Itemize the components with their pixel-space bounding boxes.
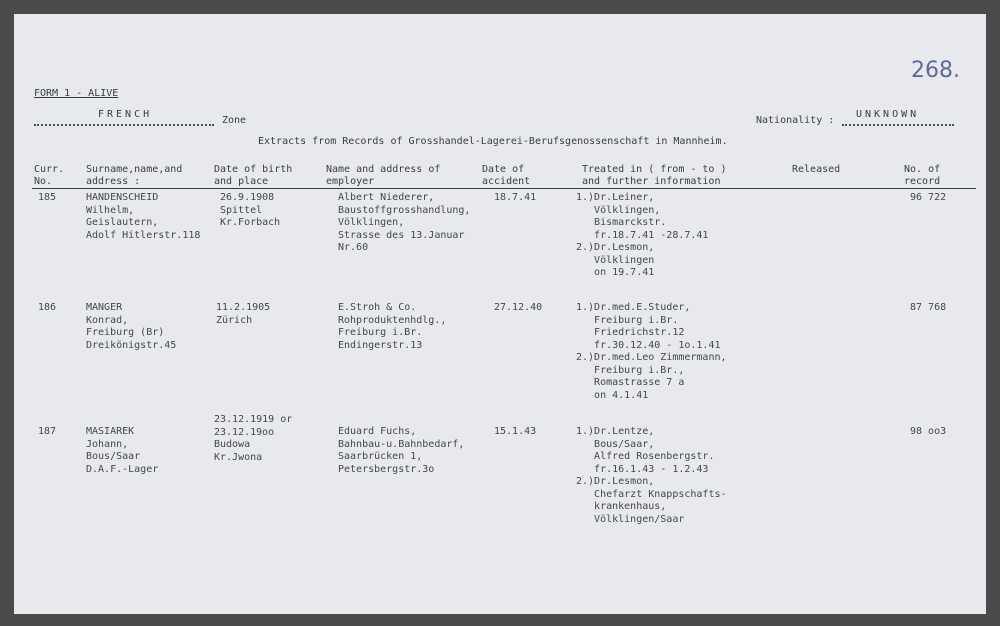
row-187-record: 98 oo3 — [910, 426, 947, 437]
row-186-treated: 1.)Dr.med.E.Studer, Freiburg i.Br. Friedrichstr.12 fr.30.12.40 - 1o.1.41 2.)Dr.med.Leo Zimmermann, Freiburg i.Br., Romastrasse 7 a on 4.1.41 — [576, 302, 727, 401]
col-header-employer: Name and address of employer — [326, 164, 441, 187]
col-header-released: Released — [792, 164, 841, 175]
zone-value: FRENCH — [98, 109, 153, 120]
row-185-name: HANDENSCHEID Wilhelm, Geislautern, Adolf Hitlerstr.118 — [86, 192, 201, 241]
row-185-treated: 1.)Dr.Leiner, Völklingen, Bismarckstr. fr.18.7.41 -28.7.41 2.)Dr.Lesmon, Völklingen on 19.7.41 — [576, 192, 709, 278]
header-rule — [32, 188, 976, 189]
nationality-value: UNKNOWN — [856, 109, 920, 120]
row-186-birth: 11.2.1905 Zürich — [216, 302, 271, 326]
zone-label: Zone — [222, 115, 247, 126]
document-subtitle: Extracts from Records of Grosshandel-Lagerei-Berufsgenossenschaft in Mannheim. — [258, 136, 728, 147]
row-187-birth: 23.12.1919 or 23.12.19oo Budowa Kr.Jwona — [214, 414, 293, 463]
row-187-employer: Eduard Fuchs, Bahnbau-u.Bahnbedarf, Saarbrücken 1, Petersbergstr.3o — [338, 426, 465, 475]
row-185-record: 96 722 — [910, 192, 947, 203]
row-185-employer: Albert Niederer, Baustoffgrosshandlung, Völklingen, Strasse des 13.Januar Nr.60 — [338, 192, 471, 253]
col-header-curr-no: Curr. No. — [34, 164, 65, 187]
row-187-name: MASIAREK Johann, Bous/Saar D.A.F.-Lager — [86, 426, 159, 475]
document-sheet — [14, 14, 986, 614]
row-185-accident: 18.7.41 — [494, 192, 537, 203]
row-187-treated: 1.)Dr.Lentze, Bous/Saar, Alfred Rosenbergstr. fr.16.1.43 - 1.2.43 2.)Dr.Lesmon, Chefarzt Knappschafts- krankenhaus, Völklingen/Saar — [576, 426, 727, 525]
col-header-birth: Date of birth and place — [214, 164, 293, 187]
row-186-record: 87 768 — [910, 302, 947, 313]
row-186-employer: E.Stroh & Co. Rohproduktenhdlg., Freiburg i.Br. Endingerstr.13 — [338, 302, 447, 351]
row-187-curr-no: 187 — [38, 426, 57, 437]
nationality-label: Nationality : — [756, 115, 835, 126]
row-186-accident: 27.12.40 — [494, 302, 543, 313]
col-header-record: No. of record — [904, 164, 941, 187]
row-185-birth: 26.9.1908 Spittel Kr.Forbach — [220, 192, 281, 228]
row-186-name: MANGER Konrad, Freiburg (Br) Dreikönigstr.45 — [86, 302, 177, 351]
col-header-treated: Treated in ( from - to ) and further information — [582, 164, 727, 187]
col-header-name: Surname,name,and address : — [86, 164, 183, 187]
zone-dotted-line — [34, 124, 214, 126]
row-187-accident: 15.1.43 — [494, 426, 537, 437]
row-186-curr-no: 186 — [38, 302, 57, 313]
form-label: FORM 1 - ALIVE — [34, 88, 119, 99]
col-header-accident: Date of accident — [482, 164, 531, 187]
page-number: 268. — [911, 58, 960, 83]
nationality-dotted-line — [842, 124, 954, 126]
row-185-curr-no: 185 — [38, 192, 57, 203]
